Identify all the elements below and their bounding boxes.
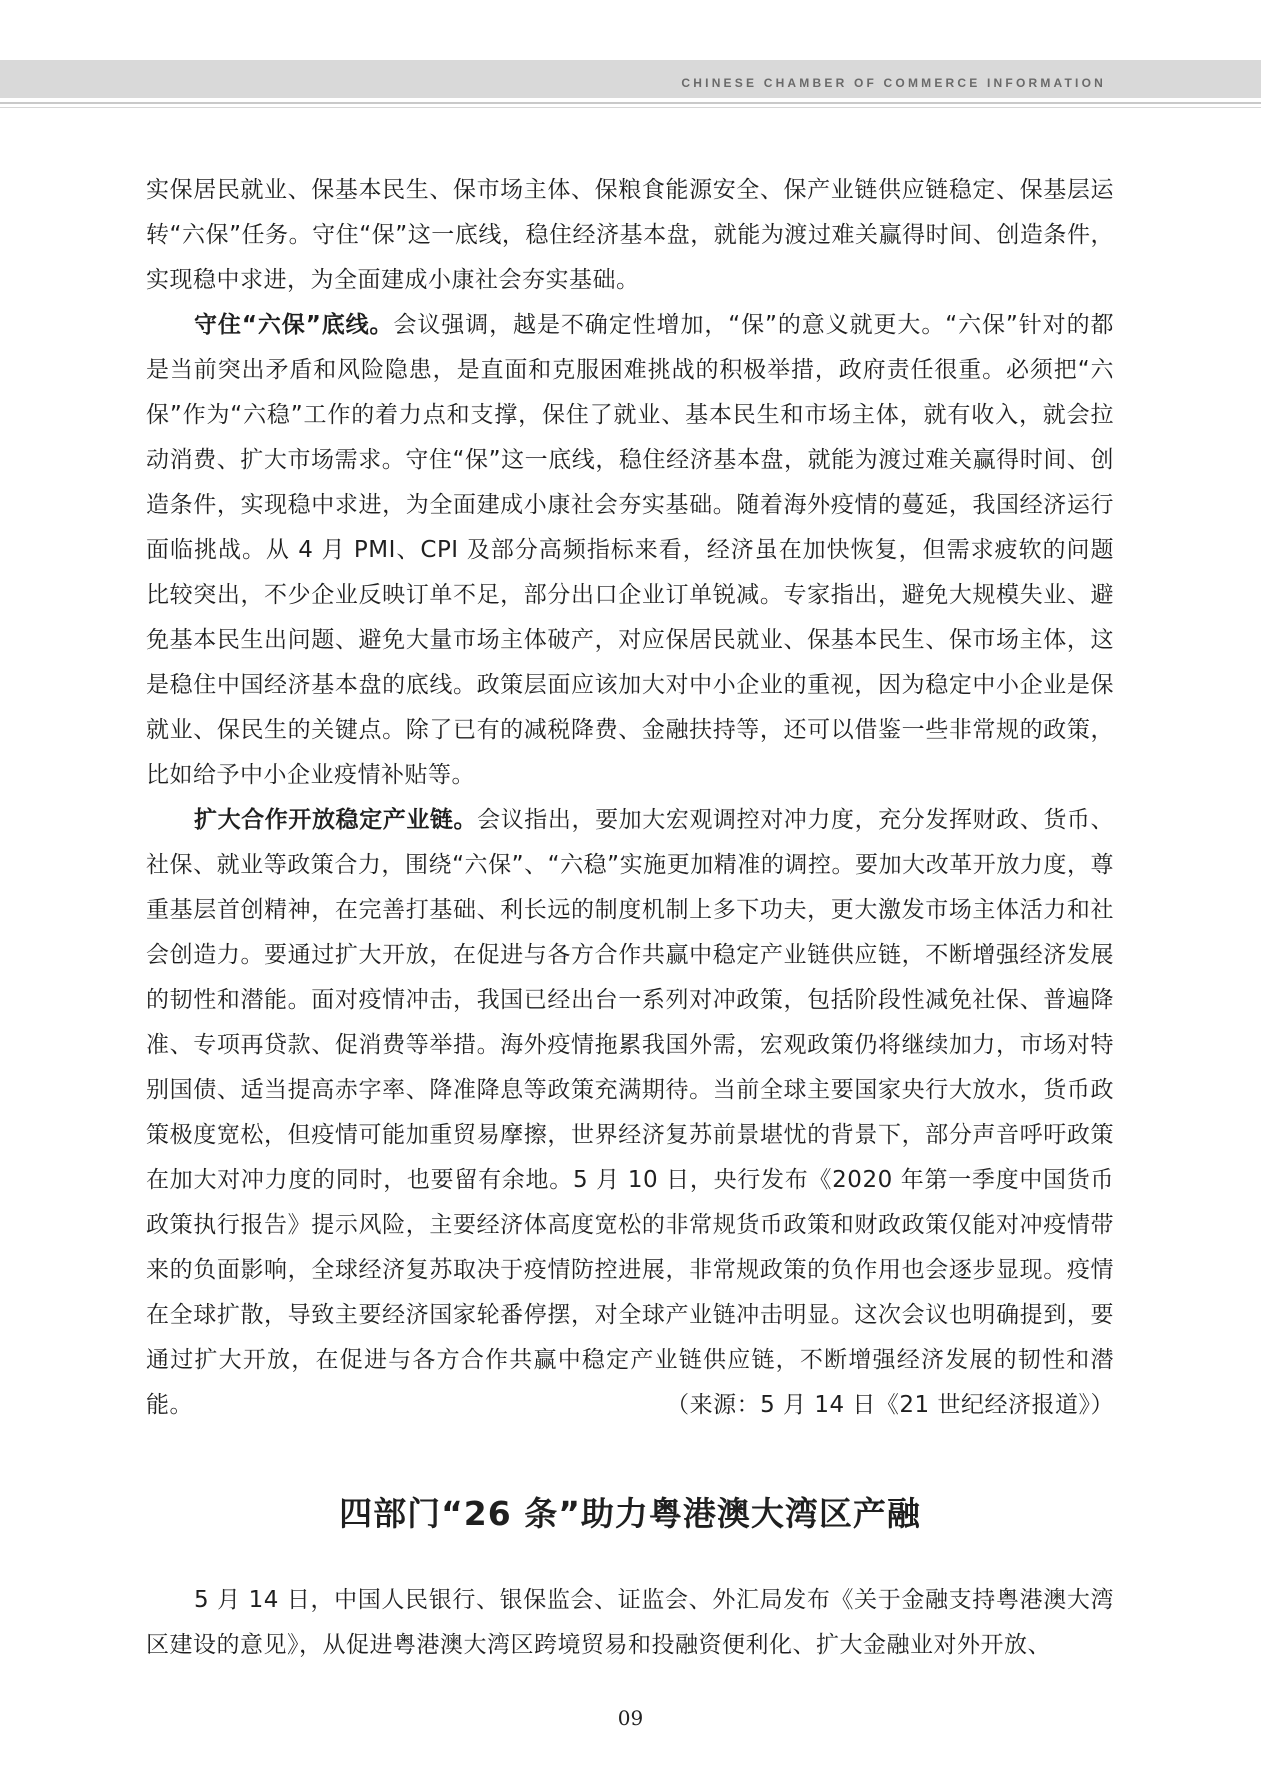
paragraph-industrial-chain xyxy=(146,798,1114,1428)
paragraph-lead: 守住“六保”底线。 xyxy=(194,312,394,338)
article-body xyxy=(146,168,1114,1668)
section-title: 四部门“26 条”助力粤港澳大湾区产融 xyxy=(339,1494,921,1533)
header-rule xyxy=(0,102,1261,104)
intro-paragraph: 实保居民就业、保基本民生、保市场主体、保粮食能源安全、保产业链供应链稳定、保基层运转“六保”任务。守住“保”这一底线，稳住经济基本盘，就能为渡过难关赢得时间、创造条件，实现稳中求进，为全面建成小康社会夯实基础。 xyxy=(146,177,1114,293)
running-header: CHINESE CHAMBER OF COMMERCE INFORMATION xyxy=(681,76,1106,90)
paragraph-text: 会议指出，要加大宏观调控对冲力度，充分发挥财政、货币、社保、就业等政策合力，围绕“六保”、“六稳”实施更加精准的调控。要加大改革开放力度，尊重基层首创精神，在完善打基础、利长远的制度机制上多下功夫，更大激发市场主体活力和社会创造力。要通过扩大开放，在促进与各方合作共赢中稳定产业链供应链，不断增强经济发展的韧性和潜能。面对疫情冲击，我国已经出台一系列对冲政策，包括阶段性减免社保、普遍降准、专项再贷款、促消费等举措。海外疫情拖累我国外需，宏观政策仍将继续加力，市场对特别国债、适当提高赤字率、降准降息等政策充满期待。当前全球主要国家央行大放水，货币政策极度宽松，但疫情可能加重贸易摩擦，世界经济复苏前景堪忧的背景下，部分声音呼吁政策在加大对冲力度的同时，也要留有余地。5 月 10 日，央行发布《2020 年第一季度中国货币政策执行报告》提示风险，主要经济体高度宽松的非常规货币政策和财政政策仅能对冲疫情带来的负面影响，全球经济复苏取决于疫情防控进展，非常规政策的负作用也会逐步显现。疫情在全球扩散，导致主要经济国家轮番停摆，对全球产业链冲击明显。这次会议也明确提到，要通过扩大开放，在促进与各方合作共赢中稳定产业链供应链，不断增强经济发展的韧性和潜能。 xyxy=(146,807,1115,1418)
paragraph-six-guarantees xyxy=(146,303,1114,798)
paragraph-lead: 扩大合作开放稳定产业链。 xyxy=(194,807,478,833)
paragraph-text: 会议强调，越是不确定性增加，“保”的意义就更大。“六保”针对的都是当前突出矛盾和风险隐患，是直面和克服困难挑战的积极举措，政府责任很重。必须把“六保”作为“六稳”工作的着力点和支撑，保住了就业、基本民生和市场主体，就有收入，就会拉动消费、扩大市场需求。守住“保”这一底线，稳住经济基本盘，就能为渡过难关赢得时间、创造条件，实现稳中求进，为全面建成小康社会夯实基础。随着海外疫情的蔓延，我国经济运行面临挑战。从 4 月 PMI、CPI 及部分高频指标来看，经济虽在加快恢复，但需求疲软的问题比较突出，不少企业反映订单不足，部分出口企业订单锐减。专家指出，避免大规模失业、避免基本民生出问题、避免大量市场主体破产，对应保居民就业、保基本民生、保市场主体，这是稳住中国经济基本盘的底线。政策层面应该加大对中小企业的重视，因为稳定中小企业是保就业、保民生的关键点。除了已有的减税降费、金融扶持等，还可以借鉴一些非常规的政策，比如给予中小企业疫情补贴等。 xyxy=(146,312,1114,788)
page-number: 09 xyxy=(617,1706,644,1730)
source-citation: （来源：5 月 14 日《21 世纪经济报道》） xyxy=(666,1392,1114,1418)
section-paragraph: 5 月 14 日，中国人民银行、银保监会、证监会、外汇局发布《关于金融支持粤港澳大湾区建设的意见》，从促进粤港澳大湾区跨境贸易和投融资便利化、扩大金融业对外开放、 xyxy=(146,1587,1114,1658)
header-rule-thin xyxy=(0,107,1261,108)
